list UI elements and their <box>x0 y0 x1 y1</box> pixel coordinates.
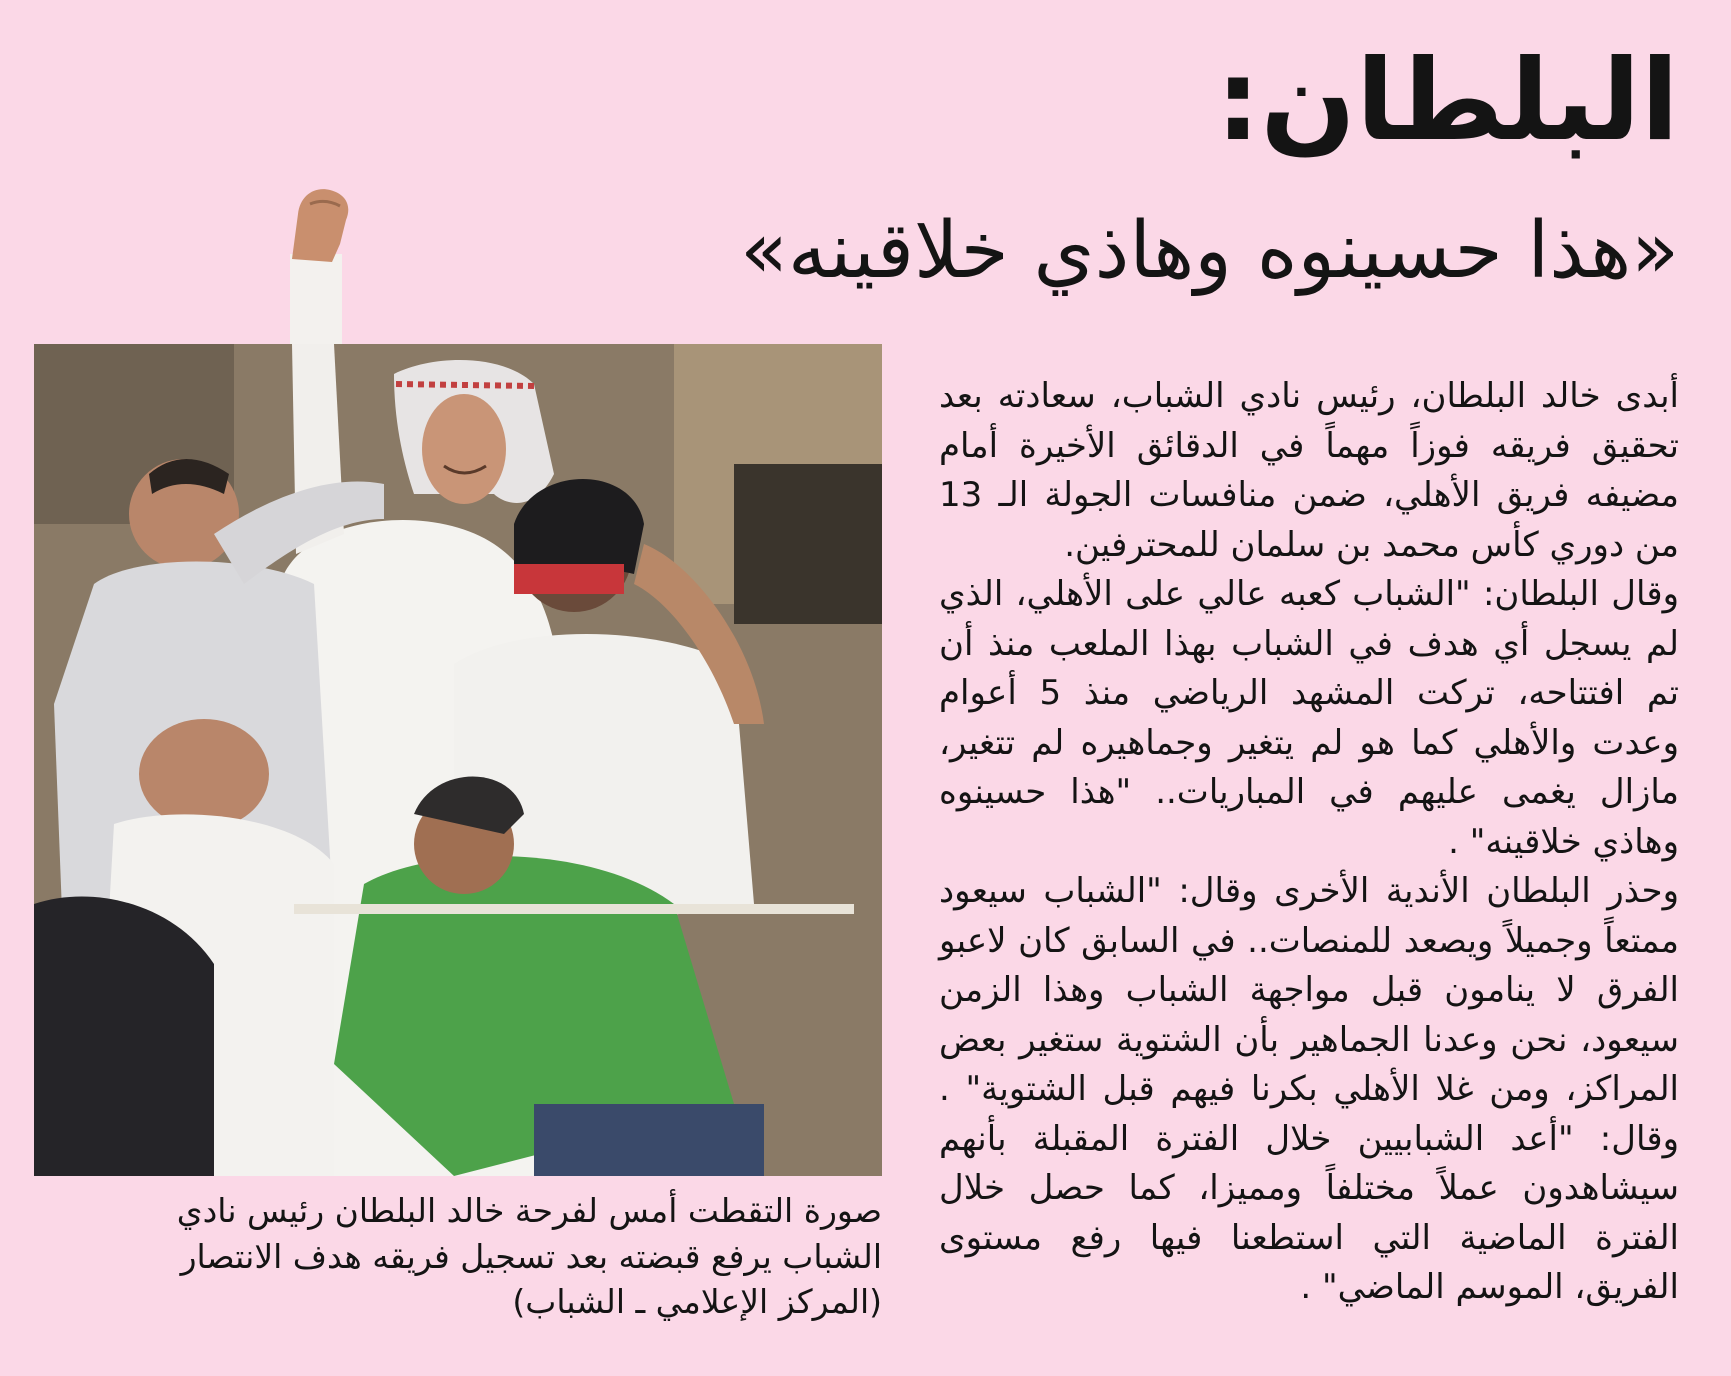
article-photo <box>34 344 882 1176</box>
photo-caption <box>34 1188 882 1325</box>
caption-line: الشباب يرفع قبضته بعد تسجيل فريقه هدف الانتصار <box>180 1236 882 1276</box>
bald-man-head <box>139 719 269 829</box>
headline-main: البلطان: <box>1215 36 1679 166</box>
caption-line: صورة التقطت أمس لفرحة خالد البلطان رئيس نادي <box>176 1191 882 1230</box>
article-paragraph: وقال البلطان: "الشباب كعبه عالي على الأهلي، الذي لم يسجل أي هدف في الشباب بهذا الملعب منذ أن تم افتتاحه، تركت المشهد الرياضي منذ 5 أعوام وعدت والأهلي كما هو لم يتغير وجماهيره لم تتغير، مازال يغمى عليهم في المباريات.. "هذا حسينوه وهاذي خلاقينه" . <box>939 574 1679 862</box>
article-paragraph: وحذر البلطان الأندية الأخرى وقال: "الشباب سيعود ممتعاً وجميلاً ويصعد للمنصات.. في السابق كان لاعبو الفرق لا ينامون قبل مواجهة الشباب وهذا الزمن سيعود، نحن وعدنا الجماهير بأن الشتوية ستغير بعض المراكز، ومن غلا الأهلي بكرنا فيهم قبل الشتوية" . وقال: "أعد الشبابيين خلال الفترة المقبلة بأنهم سيشاهدون عملاً مختلفاً ومميزا، كما حصل خلال الفترة الماضية التي استطعنا فيها رفع مستوى الفريق، الموسم الماضي" . <box>939 871 1679 1307</box>
sleeve-shape <box>290 254 342 354</box>
article-body <box>939 372 1679 1313</box>
raised-fist-illustration <box>270 184 380 354</box>
central-face <box>422 394 506 504</box>
article-paragraph: أبدى خالد البلطان، رئيس نادي الشباب، سعادته بعد تحقيق فريقه فوزاً مهماً في الدقائق الأخيرة أمام مضيفه فريق الأهلي، ضمن منافسات الجولة الـ 13 من دوري كأس محمد بن سلمان للمحترفين. <box>939 376 1679 565</box>
headline-quote: «هذا حسينوه وهاذي خلاقينه» <box>740 206 1679 296</box>
caption-credit: (المركز الإعلامي ـ الشباب) <box>512 1282 882 1322</box>
